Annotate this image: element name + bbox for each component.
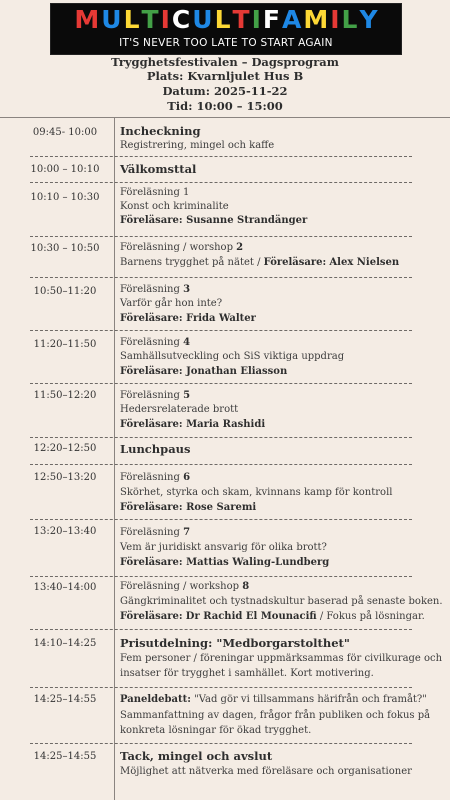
item-title: Föreläsning 3 — [120, 284, 191, 295]
speaker-line: Föreläsare: Jonathan Eliasson — [120, 366, 288, 377]
item-description-cont: insatser för trygghet i samhället. Kort motivering. — [120, 668, 374, 679]
item-description: Konst och kriminalite — [120, 201, 229, 212]
time-cell: 10:00 – 10:10 — [30, 164, 100, 175]
item-description-cont: konkreta lösningar för ökad trygghet. — [120, 725, 312, 736]
logo-letter: L — [214, 5, 231, 34]
logo-letter: M — [74, 5, 100, 34]
item-title: Föreläsning 4 — [120, 337, 191, 348]
speaker-line: Föreläsare: Rose Saremi — [120, 502, 257, 513]
item-description: Samhällsutveckling och SiS viktiga uppdrag — [120, 351, 345, 362]
logo-letter: F — [262, 5, 280, 34]
item-description: Sammanfattning av dagen, frågor från publiken och fokus på — [120, 710, 431, 721]
item-description: Hedersrelaterade brott — [120, 404, 239, 415]
logo-letter: Y — [359, 5, 378, 34]
time-cell: 12:20–12:50 — [33, 443, 97, 454]
event-date: Datum: 2025-11-22 — [162, 84, 288, 98]
speaker-line: Föreläsare: Frida Walter — [120, 313, 256, 324]
time-cell: 14:10–14:25 — [33, 638, 97, 649]
row-separator — [30, 464, 412, 465]
item-description: Gängkriminalitet och tystnadskultur baserad på senaste boken. — [120, 596, 443, 607]
item-title: Föreläsning 6 — [120, 472, 191, 483]
time-cell: 11:50–12:20 — [33, 390, 97, 401]
item-title: Incheckning — [120, 124, 201, 138]
row-separator — [30, 437, 412, 438]
time-cell: 10:50–11:20 — [33, 286, 97, 297]
logo-letter: I — [251, 5, 261, 34]
item-title: Välkomsttal — [120, 162, 197, 176]
logo-letter: I — [330, 5, 340, 34]
logo-letter: I — [160, 5, 170, 34]
time-cell: 11:20–11:50 — [33, 339, 97, 350]
logo-title — [51, 6, 401, 33]
time-cell: 10:10 – 10:30 — [30, 192, 100, 203]
row-separator — [30, 743, 412, 744]
time-cell: 12:50–13:20 — [33, 472, 97, 483]
speaker-line: Föreläsare: Mattias Waling-Lundberg — [120, 557, 330, 568]
time-cell: 09:45- 10:00 — [32, 127, 98, 138]
time-cell: 10:30 – 10:50 — [30, 243, 100, 254]
time-cell: 14:25–14:55 — [33, 694, 97, 705]
item-title: Föreläsning 1 — [120, 187, 190, 198]
speaker-line: Föreläsare: Maria Rashidi — [120, 419, 266, 430]
item-description: Skörhet, styrka och skam, kvinnans kamp för kontroll — [120, 487, 393, 498]
time-cell: 13:40–14:00 — [33, 582, 97, 593]
time-cell: 14:25–14:55 — [33, 751, 97, 762]
item-title: Föreläsning / worshop 2 — [120, 242, 244, 253]
event-time: Tid: 10:00 – 15:00 — [167, 99, 283, 113]
item-description: Varför går hon inte? — [120, 298, 223, 309]
time-cell: 13:20–13:40 — [33, 526, 97, 537]
logo-tagline: IT'S NEVER TOO LATE TO START AGAIN — [119, 37, 333, 49]
item-title: Föreläsning 5 — [120, 390, 191, 401]
logo-letter: L — [123, 5, 140, 34]
column-divider — [114, 118, 115, 800]
row-separator — [30, 330, 412, 331]
row-separator — [30, 236, 412, 237]
speaker-line: Föreläsare: Dr Rachid El Mounacifi / Fokus på lösningar. — [120, 611, 425, 622]
item-description: Fem personer / föreningar uppmärksammas för civilkurage och — [120, 653, 443, 664]
event-title: Trygghetsfestivalen – Dagsprogram — [111, 55, 339, 69]
row-separator — [30, 576, 412, 577]
item-description: Möjlighet att nätverka med föreläsare och organisationer — [120, 766, 412, 777]
row-separator — [30, 629, 412, 630]
event-location: Plats: Kvarnljulet Hus B — [146, 69, 304, 83]
row-separator — [30, 156, 412, 157]
row-separator — [30, 687, 412, 688]
item-description: Vem är juridiskt ansvarig för olika brott? — [120, 542, 327, 553]
row-separator — [30, 277, 412, 278]
item-title: Tack, mingel och avslut — [120, 749, 273, 763]
item-description: Registrering, mingel och kaffe — [120, 140, 275, 151]
logo-letter: T — [232, 5, 250, 34]
row-separator — [30, 519, 412, 520]
logo-letter: A — [281, 5, 302, 34]
item-title: Lunchpaus — [120, 442, 191, 456]
logo-letter: T — [141, 5, 159, 34]
row-separator — [30, 182, 412, 183]
logo-letter: M — [303, 5, 329, 34]
item-title: Paneldebatt: "Vad gör vi tillsammans härifrån och framåt?" — [120, 694, 427, 705]
speaker-line: Föreläsare: Susanne Strandänger — [120, 215, 308, 226]
item-title: Föreläsning 7 — [120, 527, 191, 538]
item-title: Föreläsning / workshop 8 — [120, 581, 250, 592]
item-description: Barnens trygghet på nätet / Föreläsare: Alex Nielsen — [120, 257, 400, 268]
logo-banner — [50, 3, 402, 55]
table-top-border — [0, 117, 450, 118]
row-separator — [30, 383, 412, 384]
logo-letter: U — [192, 5, 213, 34]
item-title: Prisutdelning: "Medborgarstolthet" — [120, 636, 350, 650]
logo-letter: U — [101, 5, 122, 34]
logo-letter: L — [341, 5, 358, 34]
logo-letter: C — [171, 5, 191, 34]
